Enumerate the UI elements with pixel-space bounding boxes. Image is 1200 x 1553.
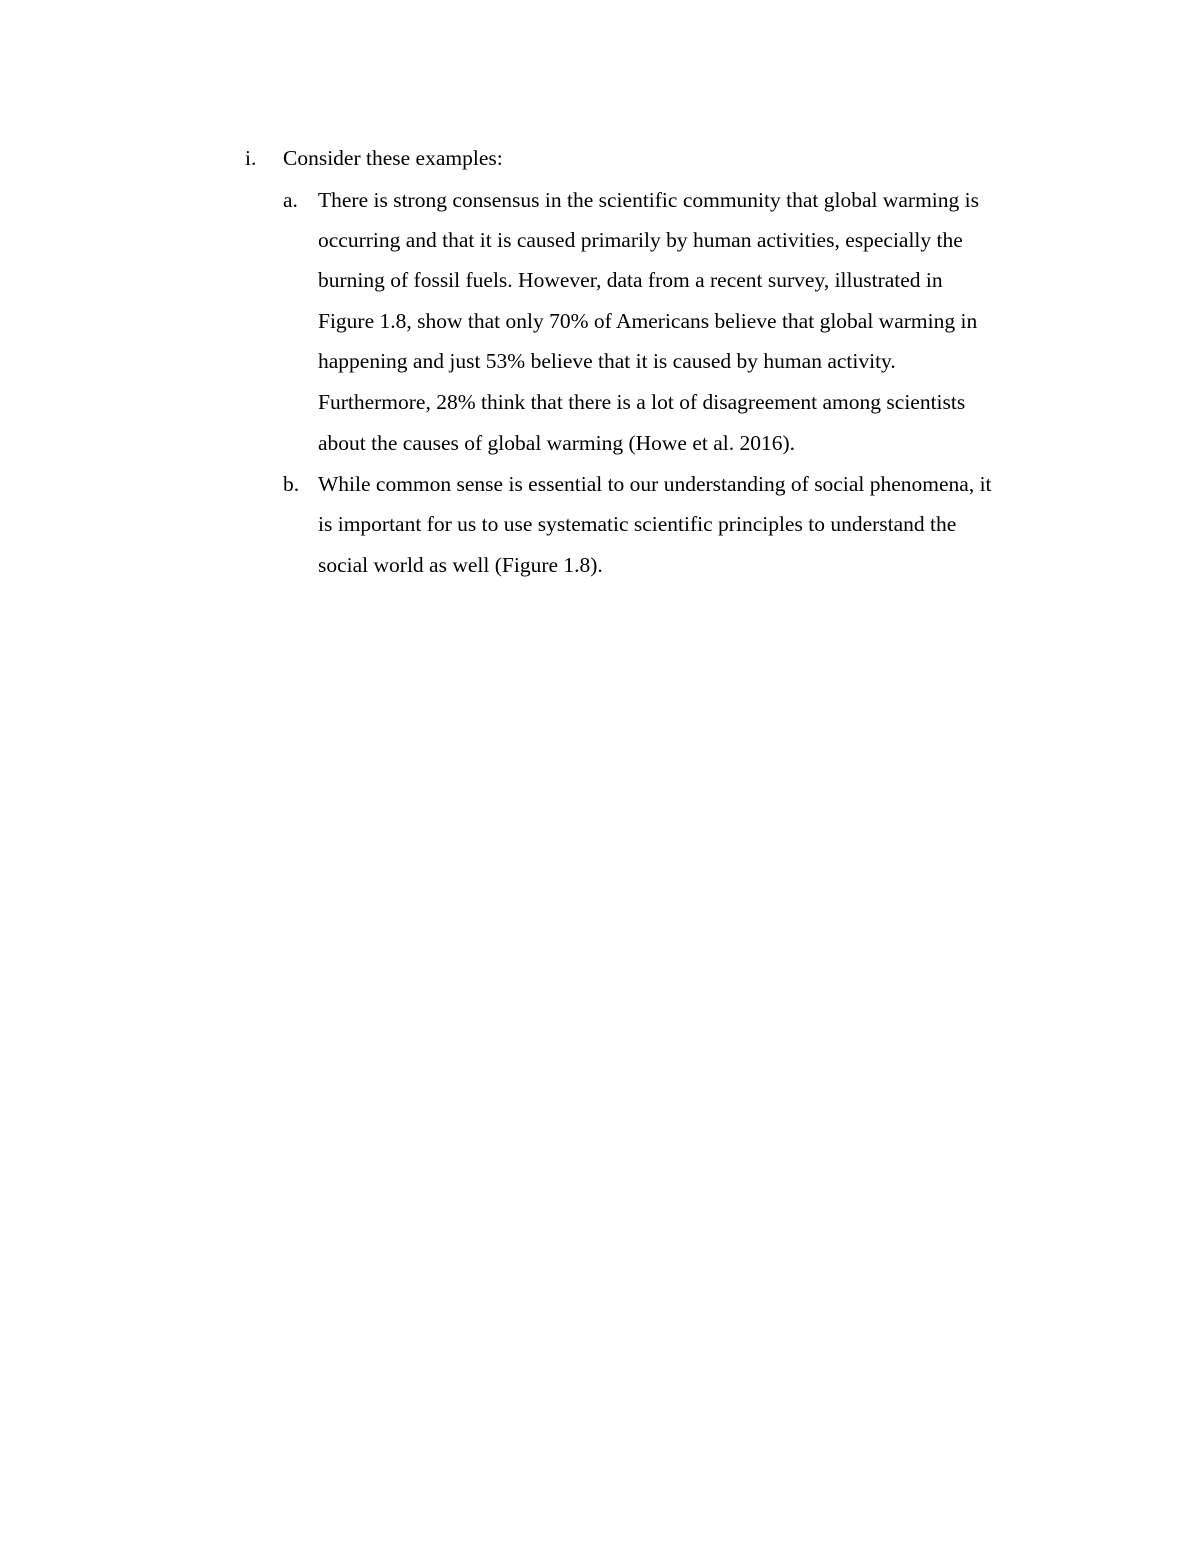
paragraph-b-line: While common sense is essential to our understanding of social phenomena, it	[318, 472, 992, 496]
paragraph-b-line: social world as well (Figure 1.8).	[318, 553, 603, 577]
list-item-i-text: Consider these examples:	[283, 146, 503, 170]
list-marker-a: a.	[283, 188, 298, 212]
list-marker-i: i.	[245, 146, 257, 170]
paragraph-a-line: Figure 1.8, show that only 70% of Americans believe that global warming in	[318, 309, 978, 333]
list-marker-b: b.	[283, 472, 300, 496]
paragraph-a-line: about the causes of global warming (Howe et al. 2016).	[318, 431, 796, 455]
paragraph-b-line: is important for us to use systematic scientific principles to understand the	[318, 512, 957, 536]
paragraph-a-line: There is strong consensus in the scientific community that global warming is	[318, 188, 979, 212]
paragraph-a-line: burning of fossil fuels. However, data from a recent survey, illustrated in	[318, 268, 943, 292]
paragraph-a-line: happening and just 53% believe that it is caused by human activity.	[318, 349, 896, 373]
paragraph-a-line: Furthermore, 28% think that there is a lot of disagreement among scientists	[318, 390, 966, 414]
paragraph-a-line: occurring and that it is caused primarily by human activities, especially the	[318, 228, 963, 252]
